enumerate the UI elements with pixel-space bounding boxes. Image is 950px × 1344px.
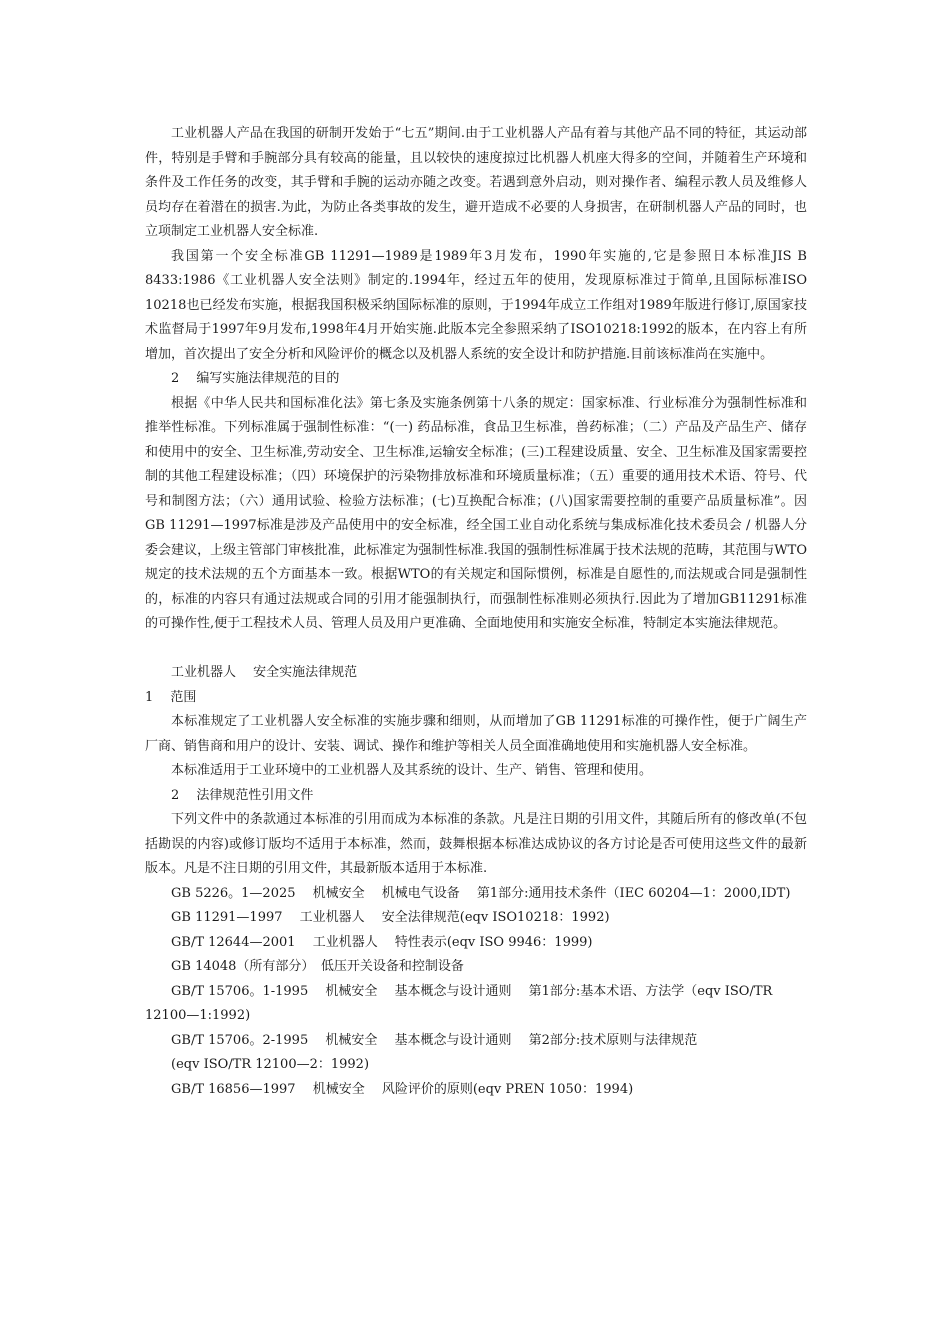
reference-item: GB/T 15706。1-1995 机械安全 基本概念与设计通则 第1部分:基本术语、方法学（eqv ISO/TR 12100—1:1992): [145, 983, 773, 1023]
reference-item: GB/T 15706。2-1995 机械安全 基本概念与设计通则 第2部分:技术原则与法律规范: [171, 1032, 698, 1048]
reference-item: GB 11291—1997 工业机器人 安全法律规范(eqv ISO10218：1992): [171, 910, 610, 925]
intro-paragraph-1: 工业机器人产品在我国的研制开发始于“七五”期间.由于工业机器人产品有着与其他产品不同的特征，其运动部件，特别是手臂和手腕部分具有较高的能量，且以较快的速度掠过比机器人机座大得多的空间，并随着生产环境和条件及工作任务的改变，其手臂和手腕的运动亦随之改变。若遇到意外启动，则对操作者、编程示教人员及维修人员均存在着潜在的损害.为此，为防止各类事故的发生，避开造成不必要的人身损害，在研制机器人产品的同时，也立项制定工业机器人安全标准.: [145, 126, 807, 239]
reference-item: GB 5226。1—2025 机械安全 机械电气设备 第1部分:通用技术条件（IEC 60204—1：2000,IDT): [171, 885, 791, 901]
intro-paragraph-3: 根据《中华人民共和国标准化法》第七条及实施条例第十八条的规定：国家标准、行业标准分为强制性标准和推举性标准。下列标准属于强制性标准：“(一) 药品标准，食品卫生标准，兽药标准；（二）产品及产品生产、储存和使用中的安全、卫生标准,劳动安全、卫生标准,运输安全标准；(三)工程建设质量、安全、卫生标准及国家需要控制的其他工程建设标准；（四）环境保护的污染物排放标准和环境质量标准；（五）重要的通用技术术语、符号、代号和制图方法；（六）通用试验、检验方法标准；(七)互换配合标准；(八)国家需要控制的重要产品质量标准”。因GB 11291—1997标准是涉及产品使用中的安全标准，经全国工业自动化系统与集成标准化技术委员会 / 机器人分委会建议，上级主管部门审核批准，此标准定为强制性标准.我国的强制性标准属于技术法规的范畴，其范围与WTO规定的技术法规的五个方面基本一致。根据WTO的有关规定和国际惯例，标准是自愿性的,而法规或合同是强制性的，标准的内容只有通过法规或合同的引用才能强制执行，而强制性标准则必须执行.因此为了增加GB11291标准的可操作性,便于工程技术人员、管理人员及用户更准确、全面地使用和实施安全标准，特制定本实施法律规范。: [145, 395, 807, 631]
section-heading-purpose: 2 编写实施法律规范的目的: [171, 371, 340, 386]
reference-item: GB 14048（所有部分） 低压开关设备和控制设备: [171, 959, 464, 974]
scope-paragraph-2: 本标准适用于工业环境中的工业机器人及其系统的设计、生产、销售、管理和使用。: [171, 763, 653, 778]
intro-paragraph-2: 我国第一个安全标准GB 11291—1989是1989年3月发布，1990年实施的,它是参照日本标准JIS B 8433:1986《工业机器人安全法则》制定的.1994年，经过五年的使用，发现原标准过于简单,且国际标准ISO 10218也已经发布实施，根据我国积极采纳国际标准的原则，于1994年成立工作组对1989年版进行修订,原国家技术监督局于1997年9月发布,1998年4月开始实施.此版本完全参照采纳了ISO10218:1992的版本，在内容上有所增加，首次提出了安全分析和风险评价的概念以及机器人系统的安全设计和防护措施.目前该标准尚在实施中。: [145, 248, 807, 362]
document-page: [145, 122, 807, 1102]
reference-item: GB/T 16856—1997 机械安全 风险评价的原则(eqv PREN 1050：1994): [171, 1081, 634, 1097]
reference-item: GB/T 12644—2001 工业机器人 特性表示(eqv ISO 9946：1999): [171, 934, 593, 950]
scope-paragraph-1: 本标准规定了工业机器人安全标准的实施步骤和细则，从而增加了GB 11291标准的可操作性，便于广阔生产厂商、销售商和用户的设计、安装、调试、操作和维护等相关人员全面准确地使用和实施机器人安全标准。: [145, 714, 807, 754]
references-paragraph: 下列文件中的条款通过本标准的引用而成为本标准的条款。凡是注日期的引用文件，其随后所有的修改单(不包括勘误的内容)或修订版均不适用于本标准，然而，鼓舞根据本标准达成协议的各方讨论是否可使用这些文件的最新版本。凡是不注日期的引用文件，其最新版本适用于本标准.: [145, 812, 807, 876]
section-heading-references: 2 法律规范性引用文件: [171, 787, 314, 803]
section-heading-scope: 1 范围: [145, 689, 197, 705]
standard-title: 工业机器人 安全实施法律规范: [171, 665, 358, 680]
spacer: [145, 637, 807, 662]
reference-item-continuation: (eqv ISO/TR 12100—2：1992): [171, 1057, 370, 1072]
